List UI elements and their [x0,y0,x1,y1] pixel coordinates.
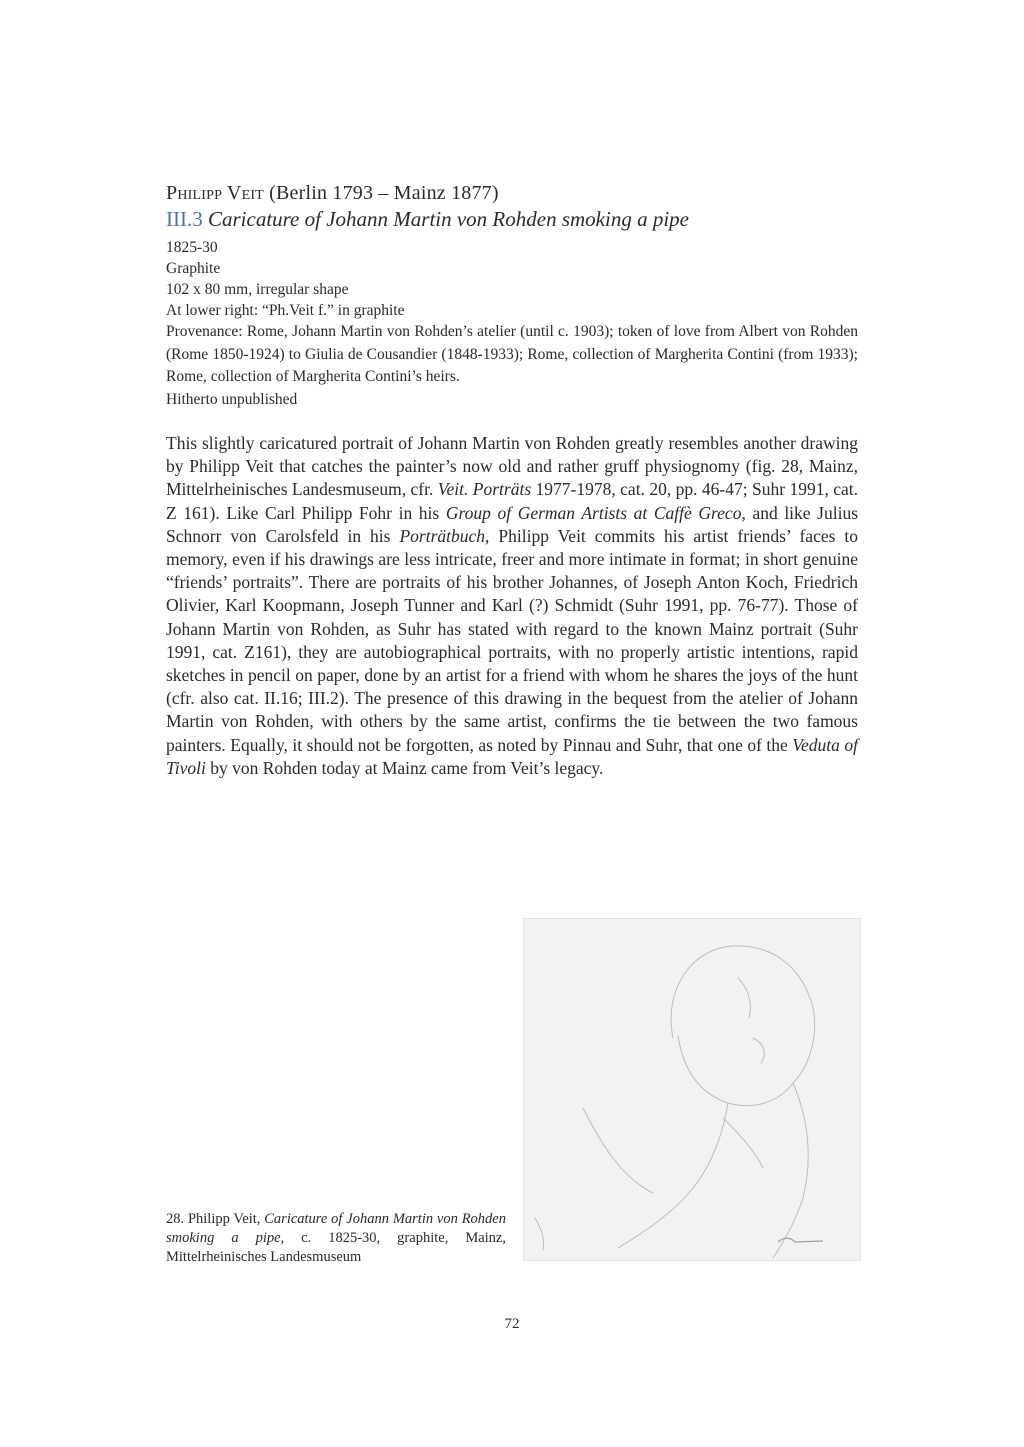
body-text-run: 1977-1978, cat. 20, pp. 46-47; Suhr 1991, cat. Z 161). Like Carl Philipp Fohr in his [166,479,859,523]
body-text-italic-run: Group of German Artists at Caffè Greco [445,502,742,523]
caption-run: 28. Philipp Veit, [166,1211,265,1227]
artist-name: Philipp Veit [166,182,264,204]
artist-line [166,180,866,206]
entry-title-line [166,206,866,233]
entry-body-text [166,432,858,780]
artwork-dimensions: 102 x 80 mm, irregular shape [166,281,349,298]
caption-run: c. 1825-30, graphite, Mainz, Mittelrheinisches Landesmuseum [166,1230,506,1265]
artwork-metadata [166,237,866,410]
artwork-provenance: Provenance: Rome, Johann Martin von Rohden’s atelier (until c. 1903); token of love from Albert von Rohden (Rome 1850-1924) to Giulia de Cousandier (1848-1933); Rome, collection of Margherita Contini (from 1933); Rome, collection of Margherita Contini’s heirs. [166,323,858,385]
artist-dates: (Berlin 1793 – Mainz 1877) [263,182,499,204]
page-number: 72 [504,1316,520,1332]
body-text-run: , and like Julius Schnorr von Carolsfeld in his [166,502,859,546]
artwork-title: Caricature of Johann Martin von Rohden smoking a pipe [207,207,689,231]
artwork-date: 1825-30 [166,239,218,256]
body-text-italic-run: Veduta of Tivoli [166,734,858,778]
body-text-run: by von Rohden today at Mainz came from Veit’s legacy. [205,757,604,778]
artwork-inscription: At lower right: “Ph.Veit f.” in graphite [166,302,405,319]
body-text-italic-run: Porträtbuch [399,525,486,546]
caption-title: Caricature of Johann Martin von Rohden smoking a pipe, [166,1211,506,1246]
figure-28-drawing [523,918,861,1261]
catalogue-entry-header [166,180,866,410]
body-text-italic-run: Veit. Porträts [437,479,532,500]
artwork-publication: Hitherto unpublished [166,390,298,408]
body-text-run: This slightly caricatured portrait of Johann Martin von Rohden greatly resembles another drawing by Philipp Veit that catches the painter’s now old and rather gruff physiognomy (fig. 28, Mainz, Mittelrheinisches Landesmuseum, cfr. [166,433,858,500]
graphite-sketch-image [523,918,861,1261]
catalogue-number: III.3 [166,207,203,231]
body-text-run: , Philipp Veit commits his artist friends’ faces to memory, even if his drawings are less intricate, freer and more intimate in format; in short genuine “friends’ portraits”. There are portraits of his brother Johannes, of Joseph Anton Koch, Friedrich Olivier, Karl Koopmann, Joseph Tunner and Karl (?) Schmidt (Suhr 1991, pp. 76-77). Those of Johann Martin von Rohden, as Suhr has stated with regard to the known Mainz portrait (Suhr 1991, cat. Z161), they are autobiographical portraits, with no properly artistic intentions, rapid sketches in pencil on paper, done by an artist for a friend with whom he shares the joys of the hunt (cfr. also cat. II.16; III.2). The presence of this drawing in the bequest from the atelier of Johann Martin von Rohden, with others by the same artist, confirms the tie between the two famous painters. Equally, it should not be forgotten, as noted by Pinnau and Suhr, that one of the [166,525,859,755]
figure-caption [166,1210,506,1267]
artwork-medium: Graphite [166,260,221,277]
